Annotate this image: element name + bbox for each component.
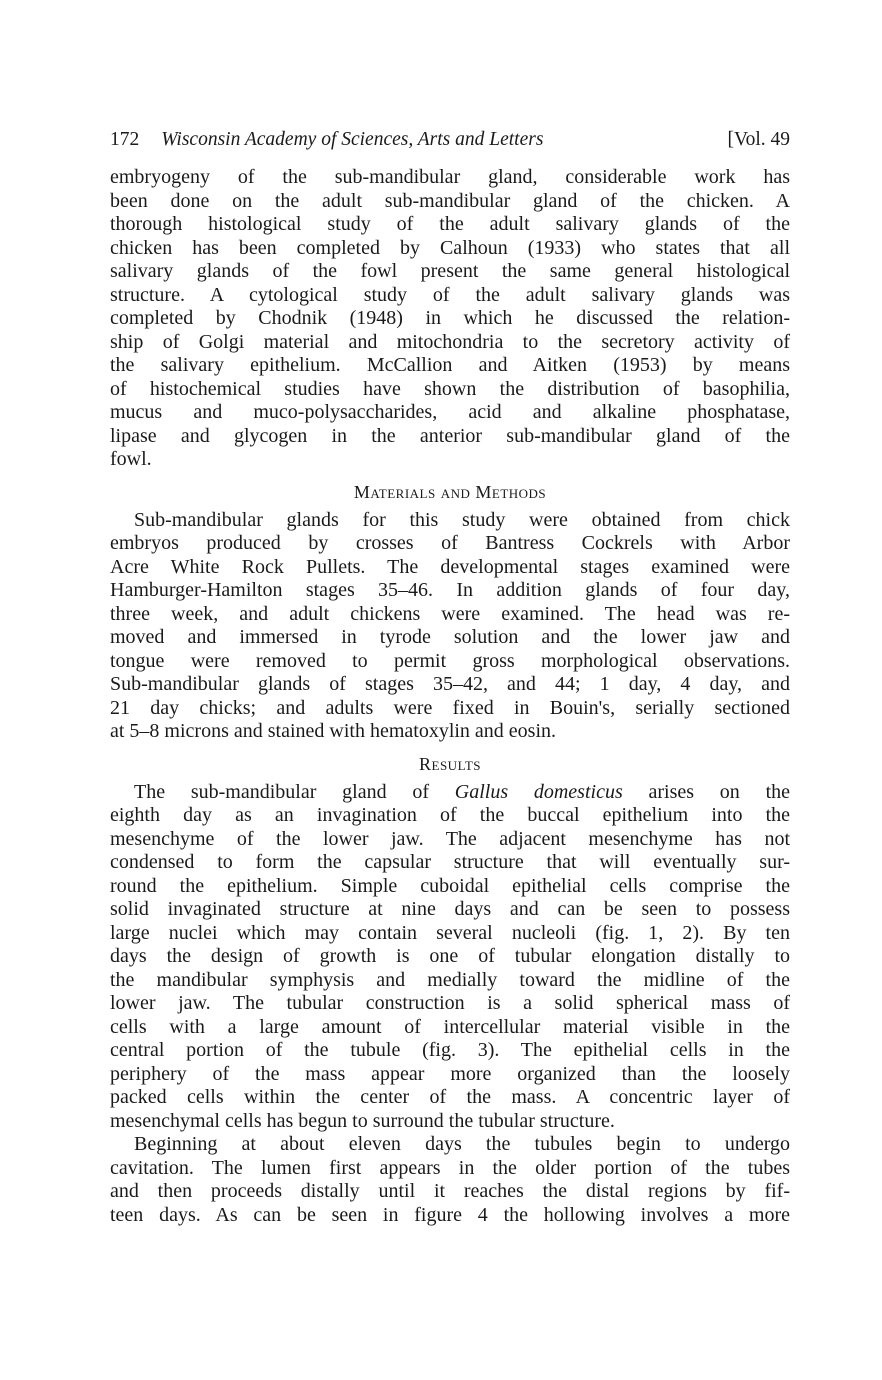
- text-line: cavitation. The lumen first appears in the older portion of the tubes: [110, 1156, 790, 1179]
- text-line: Sub-mandibular glands of stages 35–42, and 44; 1 day, 4 day, and: [110, 673, 790, 695]
- text-line: the salivary epithelium. McCallion and Aitken (1953) by means: [110, 354, 790, 376]
- section-heading-results: Results: [419, 753, 481, 774]
- text-line: thorough histological study of the adult salivary glands of the: [110, 213, 790, 235]
- volume-label: [Vol. 49: [727, 129, 790, 150]
- text-line: fowl.: [110, 448, 152, 470]
- text-line: of histochemical studies have shown the distribution of basophilia,: [110, 377, 790, 400]
- page-number: 172: [110, 129, 140, 150]
- text-fragment: The sub-mandibular gland of: [134, 780, 455, 803]
- text-line: solid invaginated structure at nine days and can be seen to possess: [110, 898, 790, 920]
- text-line: mesenchyme of the lower jaw. The adjacent mesenchyme has not: [110, 827, 790, 850]
- text-line: Beginning at about eleven days the tubules begin to undergo: [134, 1133, 790, 1155]
- intro-paragraph: [110, 166, 790, 472]
- text-line: packed cells within the center of the mass. A concentric layer of: [110, 1086, 790, 1108]
- text-line: salivary glands of the fowl present the same general histological: [110, 260, 790, 282]
- text-line: been done on the adult sub-mandibular gland of the chicken. A: [110, 189, 790, 212]
- text-line: moved and immersed in tyrode solution and the lower jaw and: [110, 626, 790, 648]
- text-line: three week, and adult chickens were examined. The head was re-: [110, 602, 790, 625]
- text-line: ship of Golgi material and mitochondria to the secretory activity of: [110, 330, 790, 353]
- text-fragment: arises on the: [622, 780, 790, 803]
- text-line: round the epithelium. Simple cuboidal epithelial cells comprise the: [110, 874, 790, 897]
- text-line: the mandibular symphysis and medially toward the midline of the: [110, 968, 790, 991]
- document-page: [110, 128, 790, 1227]
- results-paragraph-2: [110, 1133, 790, 1227]
- results-paragraph-1: [110, 781, 790, 1134]
- text-line: embryos produced by crosses of Bantress Cockrels with Arbor: [110, 532, 790, 554]
- text-line: central portion of the tubule (fig. 3). The epithelial cells in the: [110, 1039, 790, 1061]
- text-line: condensed to form the capsular structure that will eventually sur-: [110, 851, 790, 873]
- text-line: teen days. As can be seen in figure 4 the hollowing involves a more: [110, 1203, 790, 1226]
- text-line: structure. A cytological study of the adult salivary glands was: [110, 283, 790, 306]
- text-line: large nuclei which may contain several nucleoli (fig. 1, 2). By ten: [110, 921, 790, 944]
- text-line: mesenchymal cells has begun to surround the tubular structure.: [110, 1109, 615, 1132]
- text-line: lower jaw. The tubular construction is a solid spherical mass of: [110, 992, 790, 1014]
- text-line: Hamburger-Hamilton stages 35–46. In addition glands of four day,: [110, 579, 790, 601]
- text-line: days the design of growth is one of tubular elongation distally to: [110, 945, 790, 967]
- text-line: embryogeny of the sub-mandibular gland, considerable work has: [110, 166, 790, 188]
- text-line: and then proceeds distally until it reaches the distal regions by fif-: [110, 1180, 790, 1202]
- journal-title: Wisconsin Academy of Sciences, Arts and Letters: [161, 129, 544, 150]
- text-line: at 5–8 microns and stained with hematoxylin and eosin.: [110, 720, 557, 742]
- text-line: periphery of the mass appear more organized than the loosely: [110, 1062, 790, 1085]
- species-name: Gallus domesticus: [454, 780, 623, 803]
- text-line: tongue were removed to permit gross morphological observations.: [110, 649, 790, 672]
- text-line: 21 day chicks; and adults were fixed in Bouin's, serially sectioned: [110, 696, 790, 719]
- materials-paragraph: [110, 509, 790, 744]
- text-line: Acre White Rock Pullets. The developmental stages examined were: [110, 555, 790, 578]
- text-line: Sub-mandibular glands for this study were obtained from chick: [134, 508, 790, 531]
- text-line: lipase and glycogen in the anterior sub-mandibular gland of the: [110, 424, 790, 447]
- text-line: completed by Chodnik (1948) in which he discussed the relation-: [110, 307, 790, 329]
- text-line: cells with a large amount of intercellular material visible in the: [110, 1015, 790, 1038]
- running-head: [110, 128, 790, 152]
- text-line: eighth day as an invagination of the buccal epithelium into the: [110, 804, 790, 826]
- text-line: mucus and muco-polysaccharides, acid and alkaline phosphatase,: [110, 401, 790, 423]
- text-line: [110, 781, 790, 805]
- text-line: chicken has been completed by Calhoun (1933) who states that all: [110, 236, 790, 259]
- section-heading-materials: Materials and Methods: [353, 481, 547, 502]
